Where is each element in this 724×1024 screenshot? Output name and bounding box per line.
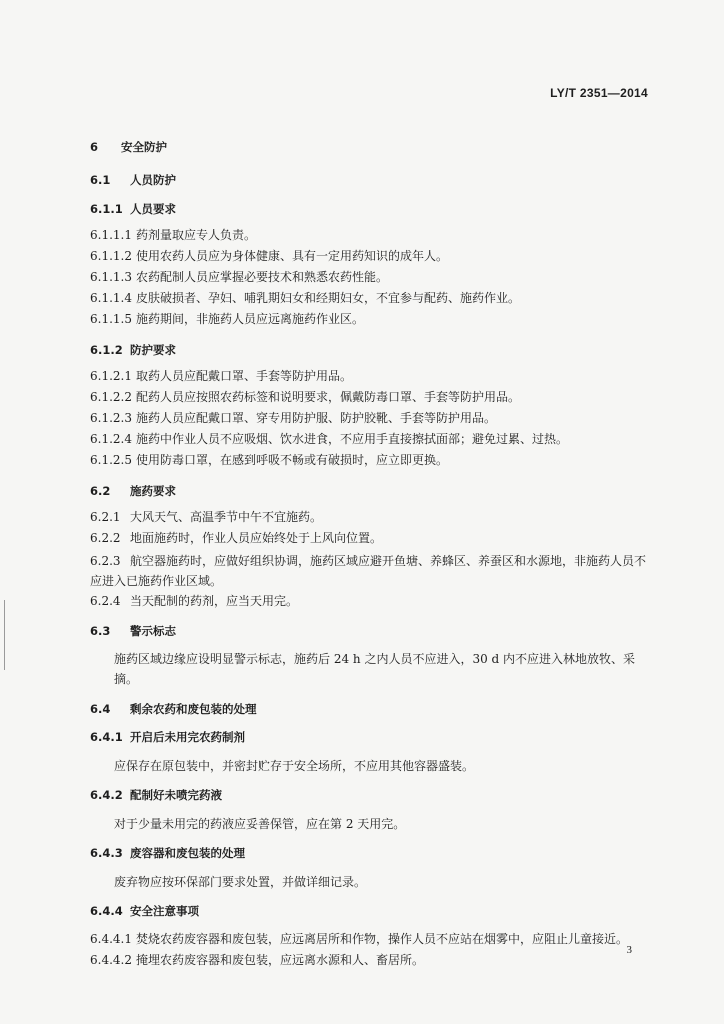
list-item: 6.1.2.1 取药人员应配戴口罩、手套等防护用品。: [90, 369, 353, 383]
list-item: 6.1.1.2 使用农药人员应为身体健康、具有一定用药知识的成年人。: [90, 249, 449, 263]
section-heading-6-2: 6.2 施药要求: [90, 484, 176, 498]
section-heading-6-4-4: 6.4.4 安全注意事项: [90, 904, 199, 918]
list-item: 6.1.1.1 药剂量取应专人负责。: [90, 228, 257, 242]
list-item: 6.1.1.4 皮肤破损者、孕妇、哺乳期妇女和经期妇女，不宜参与配药、施药作业。: [90, 291, 521, 305]
standard-code: LY/T 2351—2014: [550, 86, 648, 100]
list-item: 6.1.2.3 施药人员应配戴口罩、穿专用防护服、防护胶靴、手套等防护用品。: [90, 411, 497, 425]
scan-edge-mark: [4, 600, 5, 670]
list-item: 6.2.4 当天配制的药剂，应当天用完。: [90, 594, 299, 608]
document-body: [90, 139, 650, 973]
list-item: 6.1.1.3 农药配制人员应掌握必要技术和熟悉农药性能。: [90, 270, 389, 284]
list-item: 6.2.2 地面施药时，作业人员应始终处于上风向位置。: [90, 531, 383, 545]
list-item: 6.1.2.4 施药中作业人员不应吸烟、饮水进食，不应用手直接擦拭面部；避免过累、过热。: [90, 432, 569, 446]
list-item: 6.4.4.1 焚烧农药废容器和废包装，应远离居所和作物，操作人员不应站在烟雾中，应阻止儿童接近。: [90, 932, 629, 946]
list-item: 6.2.3 航空器施药时，应做好组织协调，施药区域应避开鱼塘、养蜂区、养蚕区和水源地，非施药人员不应进入已施药作业区域。: [90, 554, 647, 588]
section-heading-6-1-2: 6.1.2 防护要求: [90, 343, 176, 357]
list-6-1-2: [90, 368, 650, 473]
list-item: 6.1.2.5 使用防毒口罩，在感到呼吸不畅或有破损时，应立即更换。: [90, 453, 449, 467]
paragraph-6-3: 施药区域边缘应设明显警示标志，施药后 24 h 之内人员不应进入，30 d 内不应进入林地放牧、采摘。: [114, 652, 636, 686]
section-heading-6: 6 安全防护: [90, 140, 167, 154]
section-heading-6-1: 6.1 人员防护: [90, 173, 176, 187]
list-item: 6.1.1.5 施药期间，非施药人员应远离施药作业区。: [90, 312, 365, 326]
list-item: 6.1.2.2 配药人员应按照农药标签和说明要求，佩戴防毒口罩、手套等防护用品。: [90, 390, 521, 404]
list-item: 6.4.4.2 掩埋农药废容器和废包装，应远离水源和人、畜居所。: [90, 953, 425, 967]
section-heading-6-4-1: 6.4.1 开启后未用完农药制剂: [90, 730, 245, 744]
list-6-4-4: [90, 931, 650, 973]
section-heading-6-3: 6.3 警示标志: [90, 624, 176, 638]
page-number: 3: [626, 944, 632, 956]
section-heading-6-4-3: 6.4.3 废容器和废包装的处理: [90, 846, 245, 860]
paragraph-6-4-2: 对于少量未用完的药液应妥善保管，应在第 2 天用完。: [114, 817, 406, 831]
paragraph-6-4-1: 应保存在原包装中，并密封贮存于安全场所，不应用其他容器盛装。: [114, 759, 475, 773]
section-heading-6-1-1: 6.1.1 人员要求: [90, 202, 176, 216]
list-6-2: [90, 509, 650, 614]
section-heading-6-4: 6.4 剩余农药和废包装的处理: [90, 702, 257, 716]
paragraph-6-4-3: 废弃物应按环保部门要求处置，并做详细记录。: [114, 875, 367, 889]
list-item: 6.2.1 大风天气、高温季节中午不宜施药。: [90, 510, 323, 524]
section-heading-6-4-2: 6.4.2 配制好未喷完药液: [90, 788, 222, 802]
list-6-1-1: [90, 227, 650, 332]
